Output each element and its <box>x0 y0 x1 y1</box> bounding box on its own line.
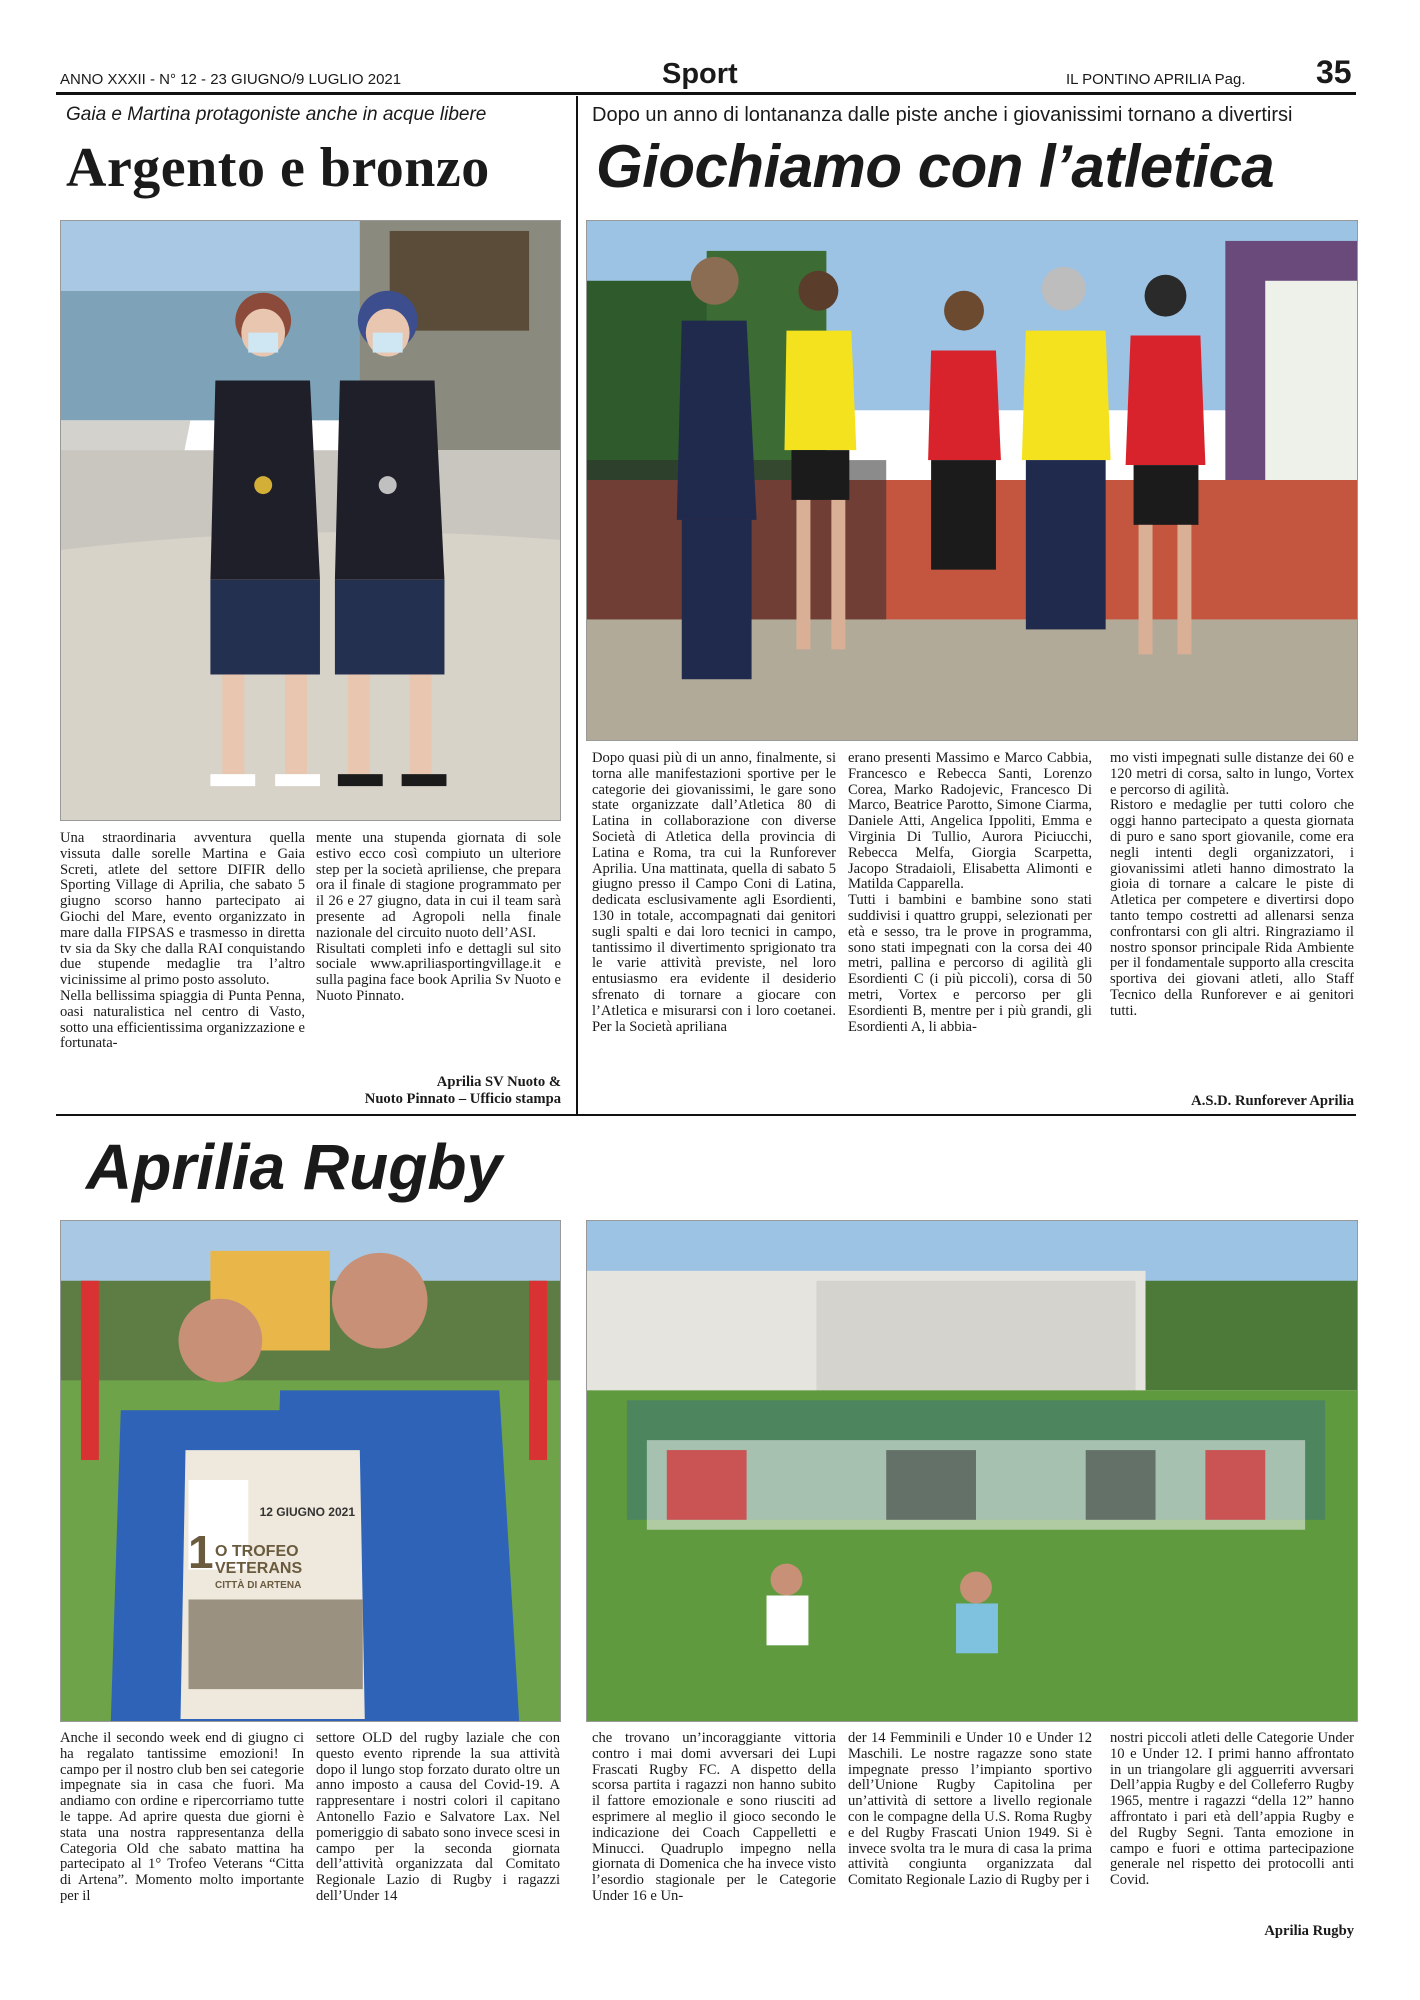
rugby-col-2 <box>316 1731 560 1905</box>
poster-date: 12 GIUGNO 2021 <box>259 1505 355 1519</box>
right-col-1 <box>592 751 836 1035</box>
left-col-1 <box>60 831 305 1052</box>
rugby-col-4 <box>848 1731 1092 1889</box>
swimmers-photo <box>60 220 561 821</box>
column-divider <box>576 96 578 1114</box>
section-divider <box>56 1114 1356 1116</box>
rugby-col-1 <box>60 1731 304 1905</box>
section-title: Sport <box>662 58 738 90</box>
rugby-signature: Aprilia Rugby <box>1264 1923 1354 1939</box>
rugby-col-2-p1: settore OLD del rugby laziale che con questo evento riprende la sua attività dopo il lungo stop forzato durato oltre un anno imposto a causa del Covid-19. A rappresentare i nostri colori il capitano Antonello Fazio e Salvatore Lax. Nel pomeriggio di sabato sono invece scesi in campo per la seconda giornata dell’attività organizzata dal Comitato Regionale Lazio di Rugby i ragazzi dell’Under 14 <box>316 1730 560 1904</box>
rugby-col-3 <box>592 1731 836 1905</box>
rugby-col-3-p1: che trovano un’incoraggiante vittoria contro i mai domi avversari dei Lupi Frascati Rugby FC. A dispetto della scorsa partita i ragazzi non hanno subito il fattore emozionale e sono riusciti ad esprimere al meglio il gioco secondo le indicazione dei Coach Cappelletti e Minucci. Quadruplo impegno nella giornata di Domenica che ha invece visto l’esordio stagionale per le Categorie Under 16 e Un- <box>592 1730 836 1904</box>
left-kicker: Gaia e Martina protagoniste anche in acque libere <box>66 104 487 125</box>
left-col-2-p1: mente una stupenda giornata di sole estivo ecco così compiuto un ulteriore step per la società apriliense, che prepara ora il finale di stagione programmato per il 26 e 27 giugno, data in cui il team sarà presente ad Agropoli nella finale nazionale del circuito nuoto dell’ASI. <box>316 830 561 941</box>
poster-number: 1 <box>188 1526 214 1578</box>
left-col-2-p2: Risultati completi info e dettagli sul sito sociale www.apriliasportingvillage.it e sulla pagina face book Aprilia Sv Nuoto e Nuoto Pinnato. <box>316 940 561 1004</box>
left-col-1-p2: Nella bellissima spiaggia di Punta Penna, oasi naturalistica nel centro di Vasto, sotto una efficientissima organizzazione e fortunata- <box>60 987 305 1052</box>
rugby-col-5 <box>1110 1731 1354 1889</box>
right-col-3-p2: Ristoro e medaglie per tutti coloro che oggi hanno partecipato a questa giornata di puro e sano sport giovanile, come era negli intenti degli organizzatori, i giovanissimi atleti hanno dimostrato la gioia di tornare a calcare le piste di Atletica per competere e divertirsi dopo tanto tempo costretti ad allenarsi senza confrontarsi con gli altri. Ringraziamo il nostro sponsor principale Rida Ambiente per il fondamentale supporto alla crescita sportiva dei giovani atleti, allo Staff Tecnico della Runforever e ai genitori tutti. <box>1110 797 1354 1019</box>
left-col-2 <box>316 831 561 1005</box>
right-col-3 <box>1110 751 1354 1020</box>
right-col-3-p1: mo visti impegnati sulle distanze dei 60 e 120 metri di corsa, salto in lungo, Vortex e percorso di agilità. <box>1110 750 1354 798</box>
right-kicker: Dopo un anno di lontananza dalle piste anche i giovanissimi tornano a divertirsi <box>592 104 1293 126</box>
right-headline: Giochiamo con l’atletica <box>596 133 1275 200</box>
rugby-col-4-p1: der 14 Femminili e Under 10 e Under 12 Maschili. Le nostre ragazze sono state impegnate presso l’impianto sportivo dell’Unione Rugby Capitolina per un’attività di settore a livello regionale con le compagne della U.S. Roma Rugby e del Rugby Frascati Union 1949. Si è invece svolta tra le mura di casa la prima attività congiunta organizzata dal Comitato Regionale Lazio di Rugby per i <box>848 1730 1092 1889</box>
poster-title-1: O TROFEO <box>215 1543 299 1560</box>
page-number: 35 <box>1316 54 1352 90</box>
right-col-1-p1: Dopo quasi più di un anno, finalmente, si torna alle manifestazioni sportive per le categorie dei giovanissimi, le gare sono state organizzate dall’Atletica 80 di Latina in collaborazione con diverse Società di Atletica della provincia di Latina e Roma, tra cui la Runforever Aprilia. Una mattinata, quella di sabato 5 giugno presso il Campo Coni di Latina, dedicata esclusivamente agli Esordienti, 130 in totale, accompagnati dai genitori sugli spalti e dai loro tecnici in campo, tantissimo il divertimento sprigionato tra le varie attività previste, nel loro entusiasmo era evidente il desiderio sfrenato di tornare a giocare con l’Atletica e misurarsi con i loro coetanei. Per la Società apriliana <box>592 750 836 1035</box>
right-col-2-p1: erano presenti Massimo e Marco Cabbia, Francesco e Rebecca Santi, Lorenzo Corea, Marko Radojevic, Francesco Di Marco, Beatrice Parotto, Simone Ciarma, Daniele Atti, Angelica Ippoliti, Emma e Virginia Di Tullio, Aurora Piciucchi, Rebecca Melfa, Giorgia Scarpetta, Jacopo Stradaioli, Elisabetta Alimonti e Matilda Capparella. <box>848 750 1092 893</box>
rugby-col-5-p1: nostri piccoli atleti delle Categorie Under 10 e Under 12. I primi hanno affrontato in un triangolare gli agguerriti avversari Dell’appia Rugby e del Colleferro Rugby 1965, mentre i ragazzi “della 12” hanno affrontato i pari età dell’appia Rugby e del Rugby Segni. Tanta emozione in campo e fuori e ottima partecipazione generale nel rispetto dei protocolli anti Covid. <box>1110 1730 1354 1889</box>
rugby-col-1-p1: Anche il secondo week end di giugno ci ha regalato tantissime emozioni! In campo per il nostro club ben sei categorie impegnate sia in casa che fuori. Ma andiamo con ordine e ripercorriamo tutte le tappe. Ad aprire questa due giorni è stata una nostra rappresentanza della Categoria Old che sabato mattina ha partecipato al 1° Trofeo Veterans “Citta di Artena”. Momento molto importante per il <box>60 1730 304 1904</box>
rugby-veterans-photo <box>60 1220 561 1722</box>
poster-title <box>215 1543 302 1594</box>
left-headline: Argento e bronzo <box>66 137 490 199</box>
right-col-2-p2: Tutti i bambini e bambine sono stati suddivisi i quattro gruppi, selezionati per età e sesso, tra le prove in programma, sono stati impegnati con la corsa dei 40 metri, pallina e percorso di agilità gli Esordienti C (i più piccoli), corsa di 50 metri, Vortex e percorso per gli Esordienti B, mentre per i più grandi, gli Esordienti A, li abbia- <box>848 892 1092 1035</box>
right-col-2 <box>848 751 1092 1035</box>
left-signature-2: Nuoto Pinnato – Ufficio stampa <box>364 1091 561 1107</box>
athletics-photo <box>586 220 1358 741</box>
paper-name: IL PONTINO APRILIA Pag. <box>1066 71 1246 88</box>
poster-title-2: VETERANS <box>215 1560 303 1577</box>
left-col-1-p1: Una straordinaria avventura quella vissuta dalle sorelle Martina e Gaia Screti, atlete del settore DIFIR dello Sporting Village di Aprilia, che sabato 5 giugno scorso hanno partecipato ai Giochi del Mare, evento organizzato in mare dalla FIPSAS e trasmesso in diretta tv sia da Sky che dalla RAI conquistando due stupende medaglie tra l’altro vicinissime al primo posto assoluto. <box>60 830 305 989</box>
left-signature-1: Aprilia SV Nuoto & <box>436 1074 561 1090</box>
poster-overlay <box>205 1505 355 1519</box>
header-rule <box>56 92 1356 95</box>
poster-title-3: CITTÀ DI ARTENA <box>215 1580 302 1591</box>
right-signature: A.S.D. Runforever Aprilia <box>1191 1093 1354 1109</box>
rugby-team-photo <box>586 1220 1358 1722</box>
rugby-headline: Aprilia Rugby <box>86 1131 503 1203</box>
issue-info: ANNO XXXII - N° 12 - 23 GIUGNO/9 LUGLIO 2021 <box>60 71 402 88</box>
